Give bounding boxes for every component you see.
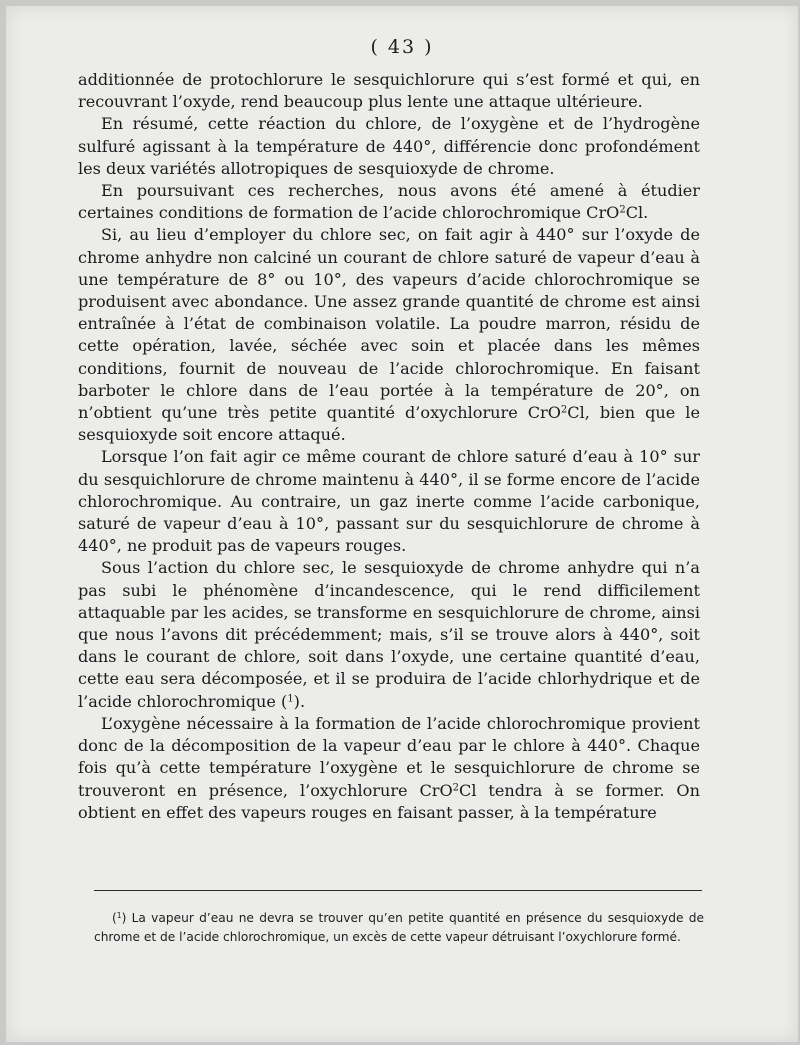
paragraph-4: Si, au lieu d’employer du chlore sec, on fait agir à 440° sur l’oxyde de chrome anhydre non calciné un courant de chlore saturé de vapeur d’eau à une température de 8° ou 10°, des vapeurs d’acide chlorochromique se produisent avec abondance. Une assez grande quantité de chrome est ainsi entraînée à l’état de combinaison volatile. La poudre marron, résidu de cette opération, lavée, séchée avec soin et placée dans les mêmes conditions, fournit de nouveau de l’acide chlorochromique. En faisant barboter le chlore dans de l’eau portée à la température de 20°, on n’obtient qu’une très petite quantité d’oxychlorure CrO$^2$Cl, bien que le sesquioxyde soit encore attaqué. — [78, 225, 700, 445]
footnote-reference: 1 — [287, 693, 294, 705]
footnote-divider — [94, 890, 702, 891]
paragraph-5: Lorsque l’on fait agir ce même courant de chlore saturé d’eau à 10° sur du sesquichlorure de chrome maintenu à 440°, il se forme encore de l’acide chlorochromique. Au contraire, un gaz inerte comme l’acide carbonique, saturé de vapeur d’eau à 10°, passant sur du sesquichlorure de chrome à 440°, ne produit pas de vapeurs rouges. — [78, 447, 700, 556]
body-text — [78, 69, 700, 824]
superscript: 2 — [452, 782, 459, 794]
footnote — [94, 909, 704, 947]
superscript: 2 — [619, 204, 626, 216]
footnote-marker: ($^1$) — [112, 910, 127, 925]
page-number: ( 43 ) — [370, 36, 434, 58]
paragraph-1: additionnée de protochlorure le sesquichlorure qui s’est formé et qui, en recouvrant l’oxyde, rend beaucoup plus lente une attaque ultérieure. — [78, 70, 700, 112]
document-page — [6, 6, 798, 1042]
paragraph-3: En poursuivant ces recherches, nous avons été amené à étudier certaines conditions de formation de l’acide chlorochromique CrO$^2$Cl. — [78, 181, 700, 223]
paragraph-7: L’oxygène nécessaire à la formation de l’acide chlorochromique provient donc de la décomposition de la vapeur d’eau par le chlore à 440°. Chaque fois qu’à cette température l’oxygène et le sesquichlorure de chrome se trouveront en présence, l’oxychlorure CrO$^2$Cl tendra à se former. On obtient en effet des vapeurs rouges en faisant passer, à la température — [78, 713, 700, 822]
paragraph-2: En résumé, cette réaction du chlore, de l’oxygène et de l’hydrogène sulfuré agissant à la température de 440°, différencie donc profondément les deux variétés allotropiques de sesquioxyde de chrome. — [78, 114, 700, 178]
paragraph-6: Sous l’action du chlore sec, le sesquioxyde de chrome anhydre qui n’a pas subi le phénomène d’incandescence, qui le rend difficilement attaquable par les acides, se transforme en sesquichlorure de chrome, ainsi que nous l’avons dit précédemment; mais, s’il se trouve alors à 440°, soit dans le courant de chlore, soit dans l’oxyde, une certaine quantité d’eau, cette eau sera décomposée, et il se produira de l’acide chlorhydrique et de l’acide chlorochromique ($^1$). — [78, 558, 700, 711]
superscript: 2 — [560, 404, 568, 416]
footnote-text: La vapeur d’eau ne devra se trouver qu’en petite quantité en présence du sesquioxyde de chrome et de l’acide chlorochromique, un excès de cette vapeur détruisant l’oxychlorure formé. — [94, 911, 705, 944]
